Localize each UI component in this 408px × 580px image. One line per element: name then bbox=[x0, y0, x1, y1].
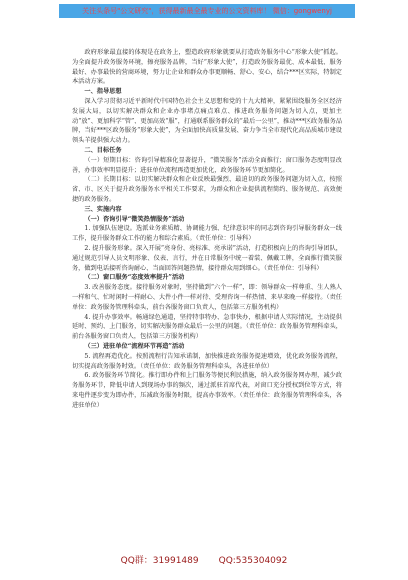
item-5-paragraph: 5. 流程再造优化。按照流程行告知承诺制，加快推进政务服务提速增效，优化政务服务流程，切实提高政务服务时效。（责任单位：政务服务管理科牵头，各进驻单位） bbox=[72, 352, 342, 370]
footer-contact bbox=[0, 553, 408, 569]
item-1-paragraph: 1. 加强队伍建设。选派业务素质精、协调能力强、纪律意识牢的同志到咨询引导服务群众一线工作，提升服务群众工作的能力和综合素质。（责任单位：引导科） bbox=[72, 225, 342, 243]
header-banner: 关注头条号"公文研究"，获得最新最全最专业的公文资料库！ 微信：gongwenyj bbox=[59, 4, 355, 18]
item-2-paragraph: 2. 提升服务形象。深入开展“亮身份、亮标准、亮承诺”活动，打造积极向上的咨询引导团队，通过规范引导人员文明形象、仪表、言行，并在日常服务中统一着装、佩戴工牌，全面推行微笑服务，做到电话接听咨询耐心、当面回答问题热情，接待群众用到细心。（责任单位：引导科） bbox=[72, 244, 342, 272]
subsection-heading-window-service: （二）窗口服务“态度效率提升”活动 bbox=[84, 274, 185, 282]
item-6-paragraph: 6. 政务服务环节简化。推行即办件和上门服务等便民利民措施，纳入政务服务网办理，减少政务服务环节，降低申请人到现场办事的频次，通过派驻首席代表，对窗口充分授权到位等方式，将来电件逐步变为即办件，压减政务服务时限，提高办事效率。（责任单位：政务服务管理科牵头，各进驻单位） bbox=[72, 372, 342, 409]
section-heading-implementation: 三、实施内容 bbox=[84, 205, 122, 213]
footer-qq: QQ:535304092 bbox=[218, 556, 288, 566]
section-heading-guiding-ideology: 一、指导思想 bbox=[84, 88, 122, 96]
short-term-goal-paragraph: （一）短期目标：咨询引导精准化显著提升，“微笑服务”活动全面推行；窗口服务态度明显改善，办事效率明显提升；进驻单位流程再造更加优化，政务服务环节更加简化。 bbox=[72, 156, 342, 174]
item-4-paragraph: 4. 提升办事效率。畅通绿色通道，坚持特事特办、急事快办，根据申请人实际情况，主动提供延时、预约、上门服务，切实解决服务群众最后一公里的问题。（责任单位：政务服务管理科牵头，前台各服务窗口负责人，包括第三方服务机构） bbox=[72, 313, 342, 341]
item-3-paragraph: 3. 改善服务态度。接待服务对象时，坚持做到“六个一样”，即：领导群众一样尊重、生人熟人一样和气、忙时闲时一样耐心、大件小件一样对待、受理咨询一样热情、来早来晚一样接待。（责任单位：政务服务管理科牵头，前台各服务窗口负责人，包括第三方服务机构） bbox=[72, 284, 342, 311]
subsection-heading-process: （三）进驻单位“流程环节再造”活动 bbox=[84, 342, 185, 350]
footer-qq-group: QQ群：31991489 bbox=[120, 556, 199, 566]
subsection-heading-consulting: （一）咨询引导“微笑热情服务”活动 bbox=[84, 215, 185, 223]
document-body bbox=[72, 48, 342, 410]
section-heading-goals: 二、目标任务 bbox=[84, 146, 122, 154]
intro-paragraph: 政府形象最直接的体现是在政务上，塑造政府形象就要从打造政务服务中心“形象大使”抓起。为全面提升政务服务环境，擦亮服务品牌，当好“形象大使”，打造政务服务最优、成本最低、服务最好、办事最快的营商环境，努力让企业和群众办事更顺畅、舒心、安心，结合***区实际，特制定本活动方案。 bbox=[72, 49, 342, 86]
long-term-goal-paragraph: （二）长期目标：以切实解决群众和企业反映最强烈、最迫切的政务服务问题为切入点，按照省、市、区关于提升政务服务水平相关工作要求，为群众和企业提供流程简约、服务规范、高效便捷的政务服务。 bbox=[72, 176, 342, 203]
guiding-ideology-paragraph: 深入学习贯彻习近平新时代中国特色社会主义思想和党的十九大精神，紧紧围绕服务全区经济发展大局，以切实解决群众和企业办事堵点痛点难点、推进政务服务问题为切入点，更加主动“放”、更加科学“管”、更加高效“服”，打通联系服务群众的“最后一公里”，推动***区政务服务品牌，当好***区政务服务“形象大使”，为全面加快高质量发展、奋力争当全市现代化高品质城市建设领头羊提供强大动力。 bbox=[72, 97, 342, 145]
